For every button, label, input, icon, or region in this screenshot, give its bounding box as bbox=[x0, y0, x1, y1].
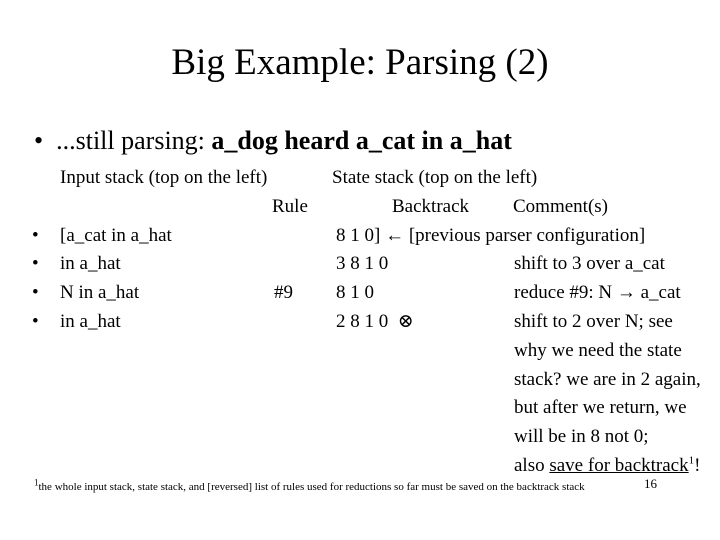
row-comment: shift to 3 over a_cat bbox=[514, 253, 665, 274]
row-rule: #9 bbox=[274, 282, 293, 303]
footnote-ref: 1 bbox=[688, 454, 695, 467]
row-input: N in a_hat bbox=[60, 282, 140, 303]
page-number: 16 bbox=[644, 476, 657, 491]
state-stack-header: State stack (top on the left) bbox=[332, 167, 538, 188]
row-input: [a_cat in a_hat bbox=[60, 225, 172, 246]
backtrack-header: Backtrack bbox=[392, 196, 470, 217]
row-state: 8 1 0 bbox=[336, 282, 374, 303]
main-bullet bbox=[34, 128, 512, 154]
row-bullet: • bbox=[32, 253, 39, 274]
row-input: in a_hat bbox=[60, 253, 121, 274]
circled-times-icon: ⊗ bbox=[397, 311, 414, 332]
row-comment: reduce #9: N → a_cat bbox=[514, 282, 681, 303]
row-bullet: • bbox=[32, 311, 39, 332]
row-bullet: • bbox=[32, 225, 39, 246]
comments-header: Comment(s) bbox=[513, 196, 608, 217]
row-state: 2 8 1 0 bbox=[336, 311, 389, 332]
comment-line: stack? we are in 2 again, bbox=[514, 369, 701, 390]
rule-header: Rule bbox=[272, 196, 308, 217]
last-line-suffix: ! bbox=[694, 455, 701, 476]
row-bullet: • bbox=[32, 282, 39, 303]
bullet-dot: • bbox=[34, 126, 44, 155]
footnote bbox=[34, 477, 585, 493]
row-state: 8 1 0] ← [previous parser configuration] bbox=[336, 225, 646, 246]
bullet-lead: ...still parsing: bbox=[56, 126, 212, 155]
row-state: 3 8 1 0 bbox=[336, 253, 389, 274]
comment-line: why we need the state bbox=[514, 340, 682, 361]
input-stack-header: Input stack (top on the left) bbox=[60, 167, 268, 188]
footnote-marker: 1 bbox=[34, 477, 39, 488]
comment-line: will be in 8 not 0; bbox=[514, 426, 649, 447]
bullet-sentence: a_dog heard a_cat in a_hat bbox=[211, 126, 512, 155]
footnote-text: the whole input stack, state stack, and [reversed] list of rules used for reductions so far must be saved on the backtrack stack bbox=[38, 481, 585, 493]
save-for-backtrack: save for backtrack bbox=[549, 455, 689, 476]
last-line-prefix: also bbox=[514, 455, 550, 476]
slide-title: Big Example: Parsing (2) bbox=[171, 42, 549, 83]
row-comment: shift to 2 over N; see bbox=[514, 311, 673, 332]
row-state-wrap bbox=[336, 312, 414, 331]
row-input: in a_hat bbox=[60, 311, 121, 332]
comment-last-line bbox=[514, 456, 700, 475]
comment-line: but after we return, we bbox=[514, 397, 687, 418]
